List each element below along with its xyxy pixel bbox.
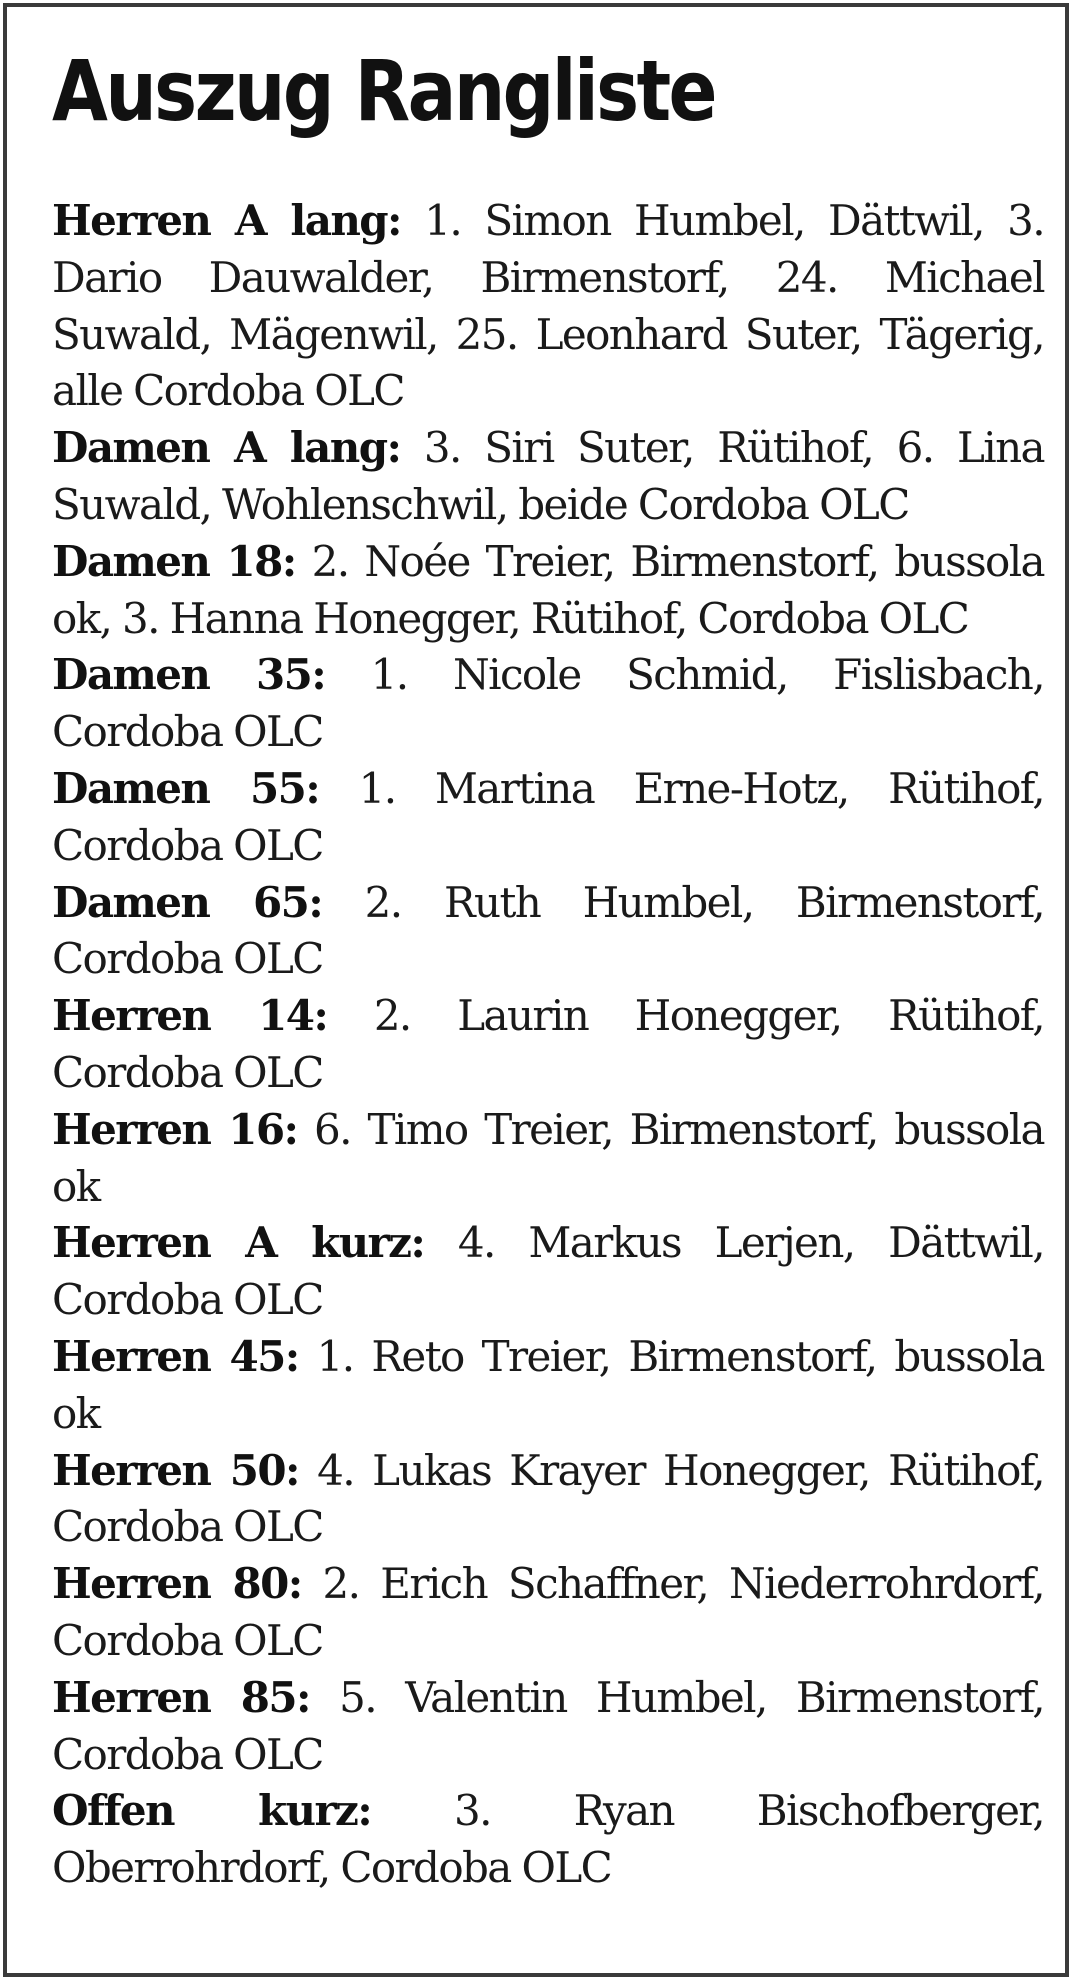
- category-results: 3. Siri Suter, Rütihof, 6. Lina Suwald, Wohlenschwil, beide Cordoba OLC: [52, 423, 1044, 529]
- category-results: 2. Laurin Honegger, Rütihof, Cordoba OLC: [52, 991, 1044, 1097]
- category-label: Herren A kurz:: [52, 1218, 425, 1268]
- category-label: Damen 55:: [52, 763, 320, 813]
- ranking-entry: [52, 1556, 1044, 1670]
- category-results: 1. Martina Erne-Hotz, Rütihof, Cordoba OLC: [52, 763, 1044, 870]
- category-label: Herren 16:: [52, 1104, 298, 1154]
- category-results: 6. Timo Treier, Birmenstorf, bussola ok: [52, 1104, 1044, 1211]
- ranking-entry: [52, 988, 1044, 1102]
- ranking-entry: [52, 193, 1044, 420]
- category-label: Damen 65:: [52, 877, 323, 927]
- category-label: Herren 85:: [52, 1672, 310, 1722]
- ranking-entry: [52, 1670, 1044, 1784]
- category-label: Damen A lang:: [52, 423, 401, 473]
- ranking-entry: [52, 420, 1044, 534]
- category-results: 1. Reto Treier, Birmenstorf, bussola ok: [52, 1331, 1044, 1438]
- category-results: 2. Noée Treier, Birmenstorf, bussola ok, 3. Hanna Honegger, Rütihof, Cordoba OLC: [52, 536, 1044, 643]
- category-results: 1. Simon Humbel, Dättwil, 3. Dario Dauwalder, Birmenstorf, 24. Michael Suwald, Mägenwil, 25. Leonhard Suter, Tägerig, alle Cordoba OLC: [52, 196, 1044, 416]
- category-results: 3. Ryan Bischofberger, Oberrohrdorf, Cordoba OLC: [52, 1786, 1044, 1893]
- category-results: 5. Valentin Humbel, Birmenstorf, Cordoba OLC: [52, 1672, 1044, 1779]
- ranking-entry: [52, 1215, 1044, 1329]
- ranking-entry: [52, 1783, 1044, 1897]
- ranking-entry: [52, 1443, 1044, 1557]
- ranking-entry: [52, 647, 1044, 761]
- ranking-entry: [52, 1329, 1044, 1443]
- category-label: Damen 18:: [52, 536, 296, 586]
- category-label: Damen 35:: [52, 650, 326, 700]
- article-title: Auszug Rangliste: [52, 42, 715, 140]
- category-results: 2. Ruth Humbel, Birmenstorf, Cordoba OLC: [52, 877, 1044, 984]
- category-results: 2. Erich Schaffner, Niederrohrdorf, Cordoba OLC: [52, 1559, 1044, 1665]
- category-results: 1. Nicole Schmid, Fislisbach, Cordoba OLC: [52, 650, 1044, 757]
- category-label: Herren A lang:: [52, 196, 401, 245]
- category-label: Herren 45:: [52, 1331, 299, 1381]
- ranking-entry: [52, 875, 1044, 989]
- ranking-entry: [52, 761, 1044, 875]
- ranking-list: [52, 193, 1044, 1897]
- category-label: Herren 80:: [52, 1559, 302, 1609]
- category-results: 4. Markus Lerjen, Dättwil, Cordoba OLC: [52, 1218, 1044, 1325]
- ranking-entry: [52, 534, 1044, 648]
- article-box: [3, 3, 1069, 1977]
- category-label: Herren 14:: [52, 991, 328, 1041]
- ranking-entry: [52, 1102, 1044, 1216]
- category-results: 4. Lukas Krayer Honegger, Rütihof, Cordoba OLC: [52, 1445, 1044, 1552]
- category-label: Herren 50:: [52, 1445, 299, 1495]
- category-label: Offen kurz:: [52, 1786, 372, 1836]
